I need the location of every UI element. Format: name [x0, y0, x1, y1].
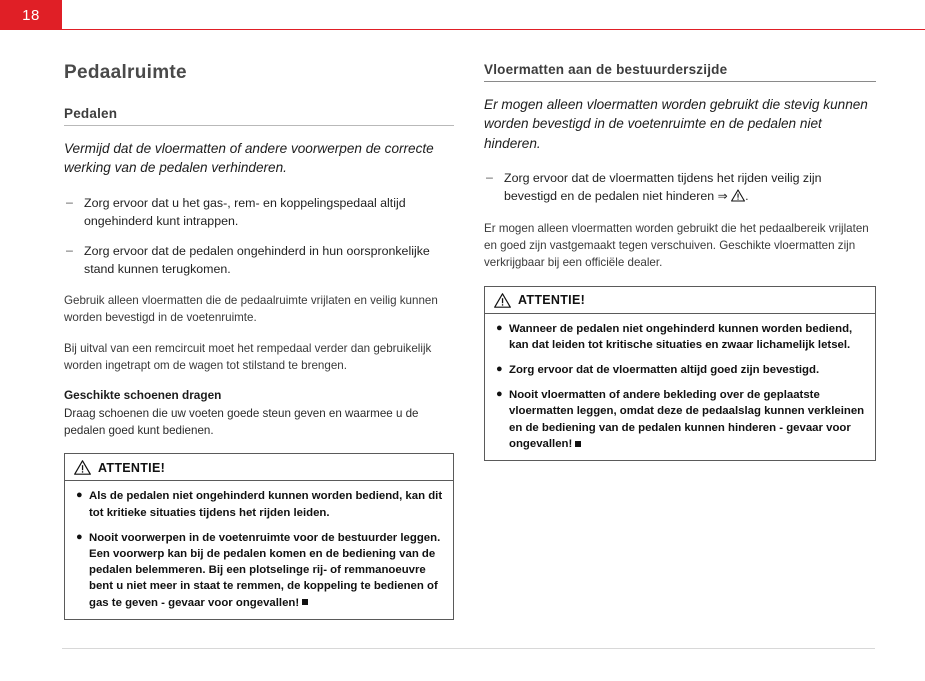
right-warning-body [485, 314, 875, 460]
left-warning-label: ATTENTIE! [98, 460, 166, 475]
left-warning-list [75, 488, 443, 610]
footer-divider [62, 648, 875, 649]
header-divider [62, 29, 925, 30]
left-warning-body [65, 481, 453, 618]
list-item [495, 362, 865, 378]
bullet-dot-icon: ● [76, 489, 83, 502]
list-item-text: Nooit vloermatten of andere bekleding over de geplaatste vloermatten leggen, omdat deze de pedaalslag kunnen verkleinen en de bediening van de pedalen kunnen hinderen - gevaar voor ongevallen! [509, 389, 865, 450]
page-header [0, 0, 925, 30]
bullet-dot-icon: ● [76, 530, 83, 543]
end-of-section-marker [575, 441, 581, 447]
left-lead-paragraph: Vermijd dat de vloermatten of andere voorwerpen de correcte werking van de pedalen verhinderen. [64, 141, 434, 176]
left-paragraph-2: Bij uitval van een remcircuit moet het rempedaal verder dan gebruikelijk worden ingetrapt om de wagen tot stilstand te brengen. [64, 341, 432, 373]
left-warning-box [64, 453, 454, 619]
list-item-text: Als de pedalen niet ongehinderd kunnen worden bediend, kan dit tot kritieke situaties tijdens het rijden leiden. [89, 490, 443, 519]
list-item-text: Zorg ervoor dat de vloermatten altijd goed zijn bevestigd. [509, 364, 820, 377]
list-item-text: Nooit voorwerpen in de voetenruimte voor de bestuurder leggen. Een voorwerp kan bij de pedalen komen en de bediening van de pedalen belemmeren. Bij een plotselinge rij- of remmanoeuvre bent u niet meer in staat te remmen, de koppeling te bedienen of gas te geven - gevaar voor ongevallen! [89, 531, 441, 609]
list-item [75, 530, 443, 611]
right-section-divider [484, 81, 876, 82]
list-item-text: Zorg ervoor dat de vloermatten tijdens het rijden veilig zijn bevestigd en de pedalen niet hinderen [504, 170, 822, 203]
left-subsection-divider [64, 125, 454, 126]
left-bullet-list [64, 194, 454, 278]
left-minor-heading: Geschikte schoenen dragen [64, 387, 222, 402]
dash-bullet-icon: – [486, 169, 493, 184]
left-minor-paragraph: Draag schoenen die uw voeten goede steun geven en waarmee u de pedalen goed kunt bedienen. [64, 406, 419, 437]
end-of-section-marker [302, 599, 308, 605]
list-item [484, 169, 876, 206]
right-warning-header [485, 287, 875, 314]
right-bullet-period: . [745, 189, 749, 203]
right-column [484, 62, 876, 461]
right-section-heading: Vloermatten aan de bestuurderszijde [484, 62, 728, 77]
dash-bullet-icon: – [66, 242, 73, 257]
page-title: Pedaalruimte [64, 62, 187, 83]
left-subsection-heading: Pedalen [64, 106, 118, 121]
right-bullet-list [484, 169, 876, 206]
warning-triangle-icon [494, 293, 511, 308]
cross-reference-arrow: ⇒ [717, 189, 728, 203]
bullet-dot-icon: ● [496, 321, 503, 334]
bullet-dot-icon: ● [496, 363, 503, 376]
warning-triangle-icon [74, 460, 91, 475]
list-item-text: Wanneer de pedalen niet ongehinderd kunnen worden bediend, kan dat leiden tot kritische situaties en zwaar lichamelijk letsel. [509, 322, 853, 351]
left-column [64, 62, 454, 620]
list-item-text: Zorg ervoor dat de pedalen ongehinderd in hun oorspronkelijke stand kunnen terugkomen. [84, 243, 430, 276]
dash-bullet-icon: – [66, 194, 73, 209]
list-item [64, 194, 454, 230]
list-item [495, 321, 865, 353]
list-item [495, 387, 865, 452]
right-paragraph-1: Er mogen alleen vloermatten worden gebruikt die het pedaalbereik vrijlaten en goed zijn vastgemaakt tegen verschuiven. Geschikte vloermatten zijn verkrijgbaar bij een officiële dealer. [484, 221, 869, 270]
right-warning-box [484, 286, 876, 461]
left-warning-header [65, 454, 453, 481]
warning-triangle-icon [731, 189, 745, 202]
list-item [64, 242, 454, 278]
list-item-text: Zorg ervoor dat u het gas-, rem- en koppelingspedaal altijd ongehinderd kunt intrappen. [84, 195, 406, 228]
right-warning-list [495, 321, 865, 452]
list-item [75, 488, 443, 520]
page-number: 18 [0, 0, 62, 30]
right-warning-label: ATTENTIE! [518, 293, 586, 308]
bullet-dot-icon: ● [496, 388, 503, 401]
left-paragraph-1: Gebruik alleen vloermatten die de pedaalruimte vrijlaten en veilig kunnen worden bevestigd in de voetenruimte. [64, 294, 438, 325]
right-lead-paragraph: Er mogen alleen vloermatten worden gebruikt die stevig kunnen worden bevestigd in de voetenruimte en de pedalen niet hinderen. [484, 97, 868, 151]
